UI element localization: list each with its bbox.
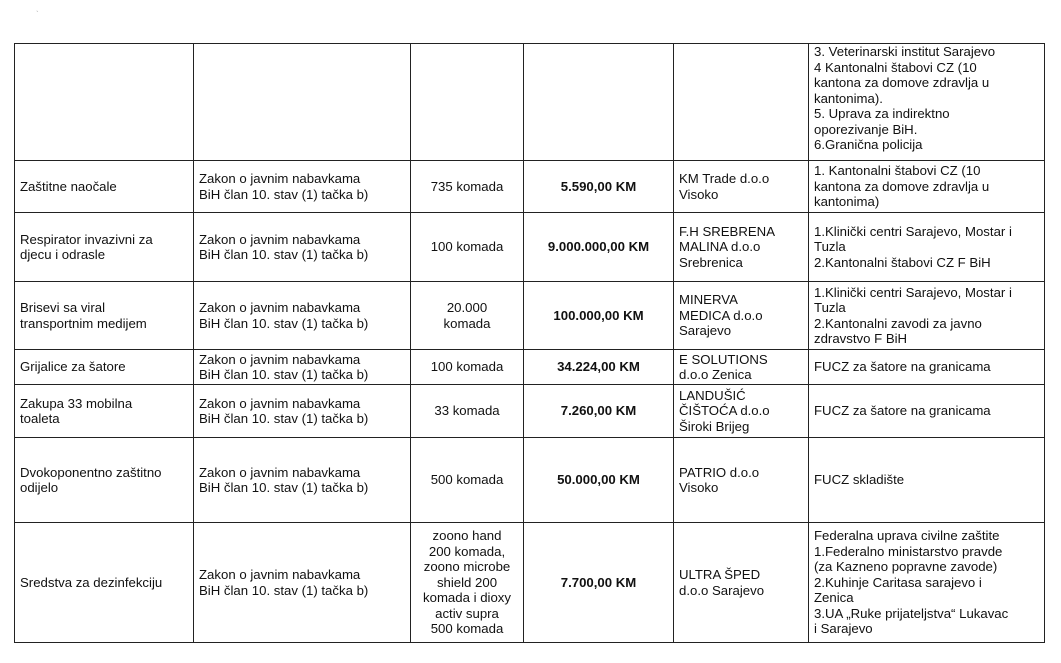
- legal-basis-line: Zakon o javnim nabavkama: [199, 464, 361, 480]
- quantity-line: komada: [443, 315, 491, 331]
- table-row: [15, 438, 1045, 523]
- recipient-line: i Sarajevo: [814, 621, 873, 637]
- item-line: transportnim medijem: [20, 315, 147, 331]
- legal-basis-line: Zakon o javnim nabavkama: [199, 300, 361, 315]
- price-cell: [524, 44, 674, 161]
- legal-basis-cell: [194, 282, 411, 350]
- table-row: [15, 161, 1045, 213]
- item-line: djecu i odrasle: [20, 247, 106, 262]
- recipient-line: 1.Klinički centri Sarajevo, Mostar i: [814, 284, 1012, 300]
- supplier-line: d.o.o Sarajevo: [679, 582, 765, 598]
- quantity-cell: [411, 523, 524, 643]
- item-line: toaleta: [20, 411, 60, 426]
- item-cell: [15, 438, 194, 523]
- supplier-line: Srebrenica: [679, 254, 743, 270]
- procurement-table-body: [15, 44, 1045, 643]
- item-cell: [15, 385, 194, 438]
- legal-basis-cell: [194, 350, 411, 385]
- supplier-line: MALINA d.o.o: [679, 239, 761, 255]
- quantity-line: 20.000: [446, 300, 488, 315]
- supplier-cell: [674, 161, 809, 213]
- recipient-line: kantona za domove zdravlja u: [814, 75, 990, 90]
- item-cell: [15, 213, 194, 282]
- recipient-line: Federalna uprava civilne zaštite: [814, 528, 1000, 544]
- item-line: Zaštitne naočale: [20, 178, 117, 194]
- item-cell: [15, 523, 194, 643]
- legal-basis-line: BiH član 10. stav (1) tačka b): [199, 582, 369, 598]
- recipient-line: 1.Federalno ministarstvo pravde: [814, 543, 1003, 559]
- quantity-line: 100 komada: [430, 239, 504, 255]
- item-line: Sredstva za dezinfekciju: [20, 574, 163, 590]
- quantity-line: 33 komada: [434, 403, 500, 419]
- price-cell: 34.224,00 KM: [524, 350, 674, 385]
- recipients-cell: [809, 438, 1045, 523]
- recipient-line: 3. Veterinarski institut Sarajevo: [814, 44, 996, 59]
- table-row: [15, 282, 1045, 350]
- legal-basis-line: BiH član 10. stav (1) tačka b): [199, 315, 369, 331]
- continuation-row: [15, 44, 1045, 161]
- supplier-line: ČIŠTOĆA d.o.o: [679, 403, 770, 419]
- scan-speck: `: [36, 10, 39, 19]
- recipients-cell: [809, 350, 1045, 385]
- supplier-line: MINERVA: [679, 292, 738, 308]
- recipient-line: 5. Uprava za indirektno: [814, 106, 950, 121]
- table-row: [15, 213, 1045, 282]
- procurement-table: [14, 43, 1045, 643]
- supplier-line: ULTRA ŠPED: [679, 567, 761, 582]
- recipient-line: zdravstvo F BiH: [814, 331, 908, 346]
- item-line: Grijalice za šatore: [20, 359, 126, 375]
- recipient-line: 1. Kantonalni štabovi CZ (10: [814, 163, 981, 179]
- price-cell: 5.590,00 KM: [524, 161, 674, 213]
- supplier-cell: [674, 385, 809, 438]
- quantity-line: 735 komada: [430, 178, 504, 194]
- recipient-line: 2.Kantonalni štabovi CZ F BiH: [814, 254, 991, 270]
- recipient-line: Tuzla: [814, 300, 846, 315]
- legal-basis-cell: [194, 44, 411, 161]
- supplier-cell: [674, 44, 809, 161]
- item-cell: [15, 350, 194, 385]
- recipients-cell: [809, 282, 1045, 350]
- item-line: odijelo: [20, 480, 59, 495]
- recipient-line: kantonima).: [814, 90, 883, 106]
- recipient-line: 4 Kantonalni štabovi CZ (10: [814, 59, 977, 75]
- legal-basis-cell: [194, 161, 411, 213]
- recipient-line: oporezivanje BiH.: [814, 121, 918, 137]
- legal-basis-line: BiH član 10. stav (1) tačka b): [199, 480, 369, 495]
- recipient-line: 6.Granična policija: [814, 137, 923, 152]
- quantity-cell: [411, 438, 524, 523]
- supplier-line: Visoko: [679, 186, 719, 202]
- legal-basis-line: Zakon o javnim nabavkama: [199, 351, 361, 367]
- item-line: Dvokoponentno zaštitno: [20, 464, 162, 480]
- table-row: [15, 523, 1045, 643]
- recipient-line: Tuzla: [814, 239, 846, 255]
- recipient-line: FUCZ za šatore na granicama: [814, 359, 991, 375]
- supplier-line: E SOLUTIONS: [679, 351, 768, 367]
- quantity-line: komada i dioxy: [423, 590, 511, 606]
- item-cell: [15, 161, 194, 213]
- quantity-line: 500 komada: [430, 621, 504, 637]
- quantity-line: 500 komada: [430, 472, 504, 488]
- legal-basis-line: Zakon o javnim nabavkama: [199, 567, 361, 582]
- supplier-cell: [674, 523, 809, 643]
- supplier-cell: [674, 438, 809, 523]
- recipient-line: FUCZ za šatore na granicama: [814, 403, 991, 419]
- quantity-line: zoono hand: [432, 528, 502, 544]
- recipient-line: 3.UA „Ruke prijateljstva“ Lukavac: [814, 605, 1009, 621]
- price-cell: 100.000,00 KM: [524, 282, 674, 350]
- supplier-line: KM Trade d.o.o: [679, 171, 770, 186]
- supplier-line: Sarajevo: [679, 323, 732, 339]
- supplier-line: Široki Brijeg: [679, 418, 750, 434]
- item-line: Zakupa 33 mobilna: [20, 395, 133, 411]
- quantity-line: zoono microbe: [423, 559, 511, 575]
- recipient-line: 1.Klinički centri Sarajevo, Mostar i: [814, 223, 1012, 239]
- legal-basis-line: Zakon o javnim nabavkama: [199, 231, 361, 247]
- recipients-cell: [809, 523, 1045, 643]
- recipient-line: (za Kazneno popravne zavode): [814, 559, 998, 575]
- legal-basis-cell: [194, 385, 411, 438]
- supplier-line: F.H SREBRENA: [679, 223, 775, 239]
- quantity-cell: [411, 282, 524, 350]
- recipients-cell: [809, 161, 1045, 213]
- recipient-line: FUCZ skladište: [814, 472, 905, 488]
- supplier-line: LANDUŠIĆ: [679, 387, 746, 403]
- supplier-cell: [674, 350, 809, 385]
- quantity-cell: [411, 385, 524, 438]
- quantity-cell: [411, 161, 524, 213]
- item-cell: [15, 282, 194, 350]
- recipients-cell: [809, 213, 1045, 282]
- item-line: Brisevi sa viral: [20, 300, 106, 315]
- quantity-line: activ supra: [435, 605, 499, 621]
- legal-basis-line: Zakon o javnim nabavkama: [199, 171, 361, 186]
- legal-basis-cell: [194, 523, 411, 643]
- supplier-line: d.o.o Zenica: [679, 367, 752, 382]
- recipient-line: kantonima): [814, 194, 880, 210]
- legal-basis-line: BiH član 10. stav (1) tačka b): [199, 186, 369, 202]
- quantity-line: 100 komada: [430, 359, 504, 375]
- price-cell: 50.000,00 KM: [524, 438, 674, 523]
- supplier-line: PATRIO d.o.o: [679, 464, 760, 480]
- quantity-cell: [411, 213, 524, 282]
- price-cell: 9.000.000,00 KM: [524, 213, 674, 282]
- supplier-line: Visoko: [679, 480, 719, 495]
- recipient-line: 2.Kantonalni zavodi za javno: [814, 315, 982, 331]
- legal-basis-line: BiH član 10. stav (1) tačka b): [199, 367, 369, 382]
- legal-basis-line: BiH član 10. stav (1) tačka b): [199, 247, 369, 262]
- item-line: Respirator invazivni za: [20, 231, 153, 247]
- table-row: [15, 385, 1045, 438]
- recipient-line: 2.Kuhinje Caritasa sarajevo i: [814, 574, 982, 590]
- supplier-cell: [674, 213, 809, 282]
- recipients-cell: [809, 385, 1045, 438]
- legal-basis-line: BiH član 10. stav (1) tačka b): [199, 411, 369, 426]
- quantity-line: 200 komada,: [428, 543, 506, 559]
- quantity-cell: [411, 44, 524, 161]
- item-cell: [15, 44, 194, 161]
- legal-basis-line: Zakon o javnim nabavkama: [199, 395, 361, 411]
- legal-basis-cell: [194, 438, 411, 523]
- supplier-line: MEDICA d.o.o: [679, 307, 763, 323]
- table-row: [15, 350, 1045, 385]
- quantity-cell: [411, 350, 524, 385]
- price-cell: 7.260,00 KM: [524, 385, 674, 438]
- recipients-cell: [809, 44, 1045, 161]
- price-cell: 7.700,00 KM: [524, 523, 674, 643]
- supplier-cell: [674, 282, 809, 350]
- recipient-line: kantona za domove zdravlja u: [814, 178, 990, 194]
- legal-basis-cell: [194, 213, 411, 282]
- quantity-line: shield 200: [436, 574, 498, 590]
- recipient-line: Zenica: [814, 590, 854, 606]
